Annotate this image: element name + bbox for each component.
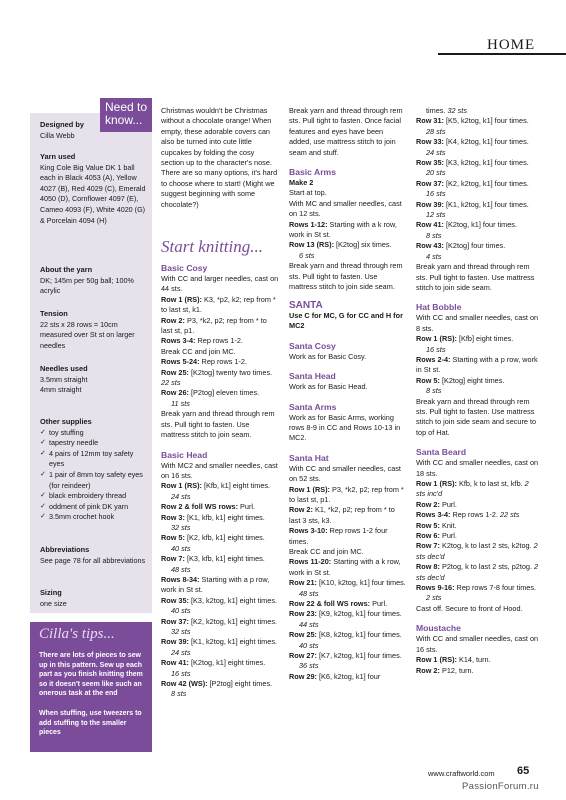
watermark: PassionForum.ru xyxy=(462,781,539,792)
needles-block xyxy=(40,364,150,396)
row-instruction: Row 35: [K3, k2tog, k1] eight times. 40 sts xyxy=(161,595,277,616)
column-3 xyxy=(416,106,540,676)
column-2 xyxy=(289,106,407,682)
supplies-list xyxy=(40,428,150,523)
row-instruction: Row 2: K1, *k2, p2; rep from * to last 3 sts, k3. xyxy=(289,505,395,525)
row-instruction: Row 42 (WS): [P2tog] eight times. 8 sts xyxy=(161,679,273,699)
row-instruction: Rows 5-24: Rep rows 1-2. xyxy=(161,357,247,367)
supply-item: ✓ 1 pair of 8mm toy safety eyes (for reindeer) xyxy=(40,470,150,491)
designed-by-block xyxy=(40,120,150,141)
supply-item: ✓ toy stuffing xyxy=(40,428,150,439)
section-heading: Santa Arms xyxy=(289,401,337,412)
need-to-know-badge: Need to know... xyxy=(100,98,152,132)
row-instruction: Row 21: [K10, k2tog, k1] four times. 48 sts xyxy=(289,578,406,598)
section-heading: Hat Bobble xyxy=(416,302,462,313)
row-instruction: Row 7: [K3, kfb, k1] eight times. 48 sts xyxy=(161,554,265,574)
instruction: Break yarn and thread through rem sts. Pull tight to fasten. Use mattress stitch to join seam. xyxy=(161,409,275,440)
row-instruction: Row 25: [K2tog] twenty two times. 22 sts xyxy=(161,367,273,388)
section-heading: Santa Hat xyxy=(289,452,329,463)
row-instruction: Row 35: [K3, k2tog, k1] four times. 20 sts xyxy=(416,158,529,178)
row-instruction: Rows 3-10: Rep rows 1-2 four times. xyxy=(289,526,388,546)
santa-heading: SANTA xyxy=(289,299,323,311)
row-instruction: Row 2 & foll WS rows: Purl. xyxy=(161,502,256,512)
yarn-text: King Cole Big Value DK 1 ball each in Black 4053 (A), Yellow 4027 (B), Red 4029 (C), Emerald 4050 (D), Cornflower 4097 (E), Cameo 4093 (F), White 4020 (G) & Porcelain 4094 (H) xyxy=(40,162,146,225)
abbreviations-heading: Abbreviations xyxy=(40,545,90,554)
row-instruction: Row 2: P3, *k2, p2; rep from * to last st, p1. xyxy=(161,315,267,336)
row-instruction: Rows 3-4: Rep rows 1-2. xyxy=(161,336,243,346)
sizing-block xyxy=(40,588,150,609)
tips-box xyxy=(30,622,152,752)
needle-item: 3.5mm straight xyxy=(40,374,88,384)
instruction: Break yarn and thread through rem sts. Pull tight to fasten. Use mattress stitch to join side seam. xyxy=(289,261,403,292)
row-instruction: Rows 3-4: Rep rows 1-2. 22 sts xyxy=(416,510,520,520)
row-instruction: Row 2: P12, turn. xyxy=(416,665,474,675)
row-instruction: Row 1 (RS): [Kfb] eight times. 16 sts xyxy=(416,334,514,354)
instruction: Break yarn and thread through rem sts. Pull tight to fasten. Once facial features and eyes have been added, use mattress stitch to join seam and stuff. xyxy=(289,106,403,157)
row-instruction: Row 27: [K7, k2tog, k1] four times. 36 sts xyxy=(289,651,402,671)
row-instruction: Row 43: [K2tog] four times. 4 sts xyxy=(416,241,506,261)
tip-text: When stuffing, use tweezers to add stuffing to the smaller pieces xyxy=(39,710,142,737)
supply-item: ✓ tapestry needle xyxy=(40,438,150,449)
row-instruction: times. 32 sts xyxy=(426,106,467,115)
instruction: Start at top. xyxy=(289,188,327,198)
supply-item: ✓ 4 pairs of 12mm toy safety eyes xyxy=(40,449,150,470)
instruction: Work as for Basic Head. xyxy=(289,382,368,392)
row-instruction: Row 31: [K5, k2tog, k1] four times. 28 sts xyxy=(416,116,529,136)
needle-item: 4mm straight xyxy=(40,385,82,395)
santa-subheading: Use C for MC, G for CC and H for MC2 xyxy=(289,310,403,331)
footer-url: www.craftworld.com xyxy=(428,769,495,778)
row-instruction: Row 8: P2tog, k to last 2 sts, p2tog. 2 sts dec'd xyxy=(416,562,539,582)
row-instruction: Rows 2-4: Starting with a p row, work in St st. xyxy=(416,354,538,375)
tension-text: 22 sts x 28 rows = 10cm measured over St st on larger needles xyxy=(40,319,135,350)
row-instruction: Rows 1-12: Starting with a k row, work in St st. xyxy=(289,219,397,240)
about-text: DK; 145m per 50g ball; 100% acrylic xyxy=(40,275,134,296)
row-instruction: Row 1 (RS): K3, *p2, k2; rep from * to last st, k1. xyxy=(161,294,276,315)
row-instruction: Row 1 (RS): [Kfb, k1] eight times. 24 sts xyxy=(161,481,271,501)
instruction: With CC and smaller needles, cast on 16 sts. xyxy=(416,634,539,654)
about-block xyxy=(40,265,150,297)
section-heading: Basic Arms xyxy=(289,167,336,178)
row-instruction: Row 29: [K6, k2tog, k1] four xyxy=(289,671,381,681)
intro-text: Christmas wouldn't be Christmas without a chocolate orange! When empty, these adorable covers can also be turned into cute little cupcakes by folding the cosy section up to the character's nose. There are so many options, it's hard to choose where to start! (Might we suggest beginning with some chocolate?) xyxy=(161,106,278,209)
section-heading: Basic Head xyxy=(161,449,208,460)
instruction: With CC and larger needles, cast on 44 sts. xyxy=(161,274,279,294)
instruction: Work as for Basic Arms, working rows 8-9 in CC and Rows 10-13 in MC2. xyxy=(289,412,401,443)
abbreviations-block xyxy=(40,545,150,566)
tips-title: Cilla's tips... xyxy=(39,626,115,642)
tip-text: There are lots of pieces to sew up in this pattern. Sew up each part as you finish knitting them so it doesn't seem like such an onerous task at the end xyxy=(39,652,143,698)
row-instruction: Row 5: Knit. xyxy=(416,520,457,530)
instruction: With CC and smaller needles, cast on 18 sts. xyxy=(416,458,539,478)
instruction: With MC2 and smaller needles, cast on 16 sts. xyxy=(161,460,278,480)
page-number: 65 xyxy=(517,765,530,777)
row-instruction: Row 26: [P2tog] eleven times. 11 sts xyxy=(161,388,260,408)
row-instruction: Rows 11-20: Starting with a k row, work in St st. xyxy=(289,557,401,577)
row-instruction: Row 13 (RS): [K2tog] six times. 6 sts xyxy=(289,240,392,260)
row-instruction: Row 41: [K2tog, k1] four times. 8 sts xyxy=(416,220,517,240)
supply-item: ✓ 3.5mm crochet hook xyxy=(40,512,150,523)
row-instruction: Row 1 (RS): K14, turn. xyxy=(416,655,491,665)
row-instruction: Rows 8-34: Starting with a p row, work in St st. xyxy=(161,574,270,595)
instruction: Make 2 xyxy=(289,178,314,188)
abbreviations-text: See page 78 for all abbreviations xyxy=(40,555,146,565)
sizing-text: one size xyxy=(40,598,67,608)
row-instruction: Row 5: [K2tog] eight times. 8 sts xyxy=(416,375,505,396)
instruction: Break yarn and thread through rem sts. Pull tight to fasten. Use mattress stitch to join side seam and secure to top of Hat. xyxy=(416,396,537,437)
row-instruction: Rows 9-16: Rep rows 7-8 four times. 2 sts xyxy=(416,583,537,603)
row-instruction: Row 5: [K2, kfb, k1] eight times. 40 sts xyxy=(161,533,265,553)
section-heading: Santa Head xyxy=(289,371,336,382)
section-heading: Santa Cosy xyxy=(289,340,336,351)
row-instruction: Row 22 & foll WS rows: Purl. xyxy=(289,599,388,609)
about-heading: About the yarn xyxy=(40,265,93,274)
column-1 xyxy=(161,262,279,700)
row-instruction: Row 37: [K2, k2tog, k1] four times. 16 sts xyxy=(416,178,529,199)
needles-heading: Needles used xyxy=(40,364,88,373)
instruction: With CC and smaller needles, cast on 8 sts. xyxy=(416,313,539,333)
supply-item: ✓ black embroidery thread xyxy=(40,491,150,502)
row-instruction: Row 2: Purl. xyxy=(416,499,457,509)
supplies-heading: Other supplies xyxy=(40,417,92,426)
row-instruction: Row 1 (RS): P3, *k2, p2; rep from * to last st, p1. xyxy=(289,484,404,504)
header-rule xyxy=(438,53,566,55)
instruction: Work as for Basic Cosy. xyxy=(289,351,367,361)
section-label: HOME xyxy=(487,37,536,53)
section-heading: Moustache xyxy=(416,623,461,634)
supply-item: ✓ oddment of pink DK yarn xyxy=(40,502,150,513)
row-instruction: Row 1 (RS): Kfb, k to last st, kfb. 2 sts inc'd xyxy=(416,479,529,499)
instruction: Break CC and join MC. xyxy=(289,547,364,556)
row-instruction: Row 3: [K1, kfb, k1] eight times. 32 sts xyxy=(161,512,265,532)
instruction: Break yarn and thread through rem sts. Pull tight to fasten. Use mattress stitch to join side seam. xyxy=(416,262,535,292)
row-instruction: Row 41: [K2tog, k1] eight times. 16 sts xyxy=(161,658,266,678)
row-instruction: Row 37: [K2, k2tog, k1] eight times. 32 sts xyxy=(161,616,277,636)
row-instruction: Row 7: K2tog, k to last 2 sts, k2tog. 2 sts dec'd xyxy=(416,541,538,561)
yarn-heading: Yarn used xyxy=(40,152,76,161)
row-instruction: Row 6: Purl. xyxy=(416,531,457,541)
instruction: Break CC and join MC. xyxy=(161,346,236,356)
designer-name: Cilla Webb xyxy=(40,130,75,140)
row-instruction: Row 39: [K1, k2tog, k1] four times. 12 sts xyxy=(416,199,529,220)
instruction: Cast off. Secure to front of Hood. xyxy=(416,603,523,613)
section-heading: Basic Cosy xyxy=(161,263,208,273)
designed-by-heading: Designed by xyxy=(40,120,84,129)
tension-heading: Tension xyxy=(40,309,68,318)
supplies-block xyxy=(40,417,150,523)
sizing-heading: Sizing xyxy=(40,588,62,597)
row-instruction: Row 23: [K9, k2tog, k1] four times. 44 sts xyxy=(289,609,402,629)
row-instruction: Row 33: [K4, k2tog, k1] four times. 24 sts xyxy=(416,137,529,157)
instruction: With MC and smaller needles, cast on 12 sts. xyxy=(289,198,402,219)
row-instruction: Row 39: [K1, k2tog, k1] eight times. 24 sts xyxy=(161,637,277,657)
tension-block xyxy=(40,309,150,351)
start-knitting-heading: Start knitting... xyxy=(161,237,263,256)
yarn-block xyxy=(40,152,150,226)
instruction: With CC and smaller needles, cast on 52 sts. xyxy=(289,463,401,484)
row-instruction: Row 25: [K8, k2tog, k1] four times. 40 sts xyxy=(289,630,402,650)
section-heading: Santa Beard xyxy=(416,447,467,458)
